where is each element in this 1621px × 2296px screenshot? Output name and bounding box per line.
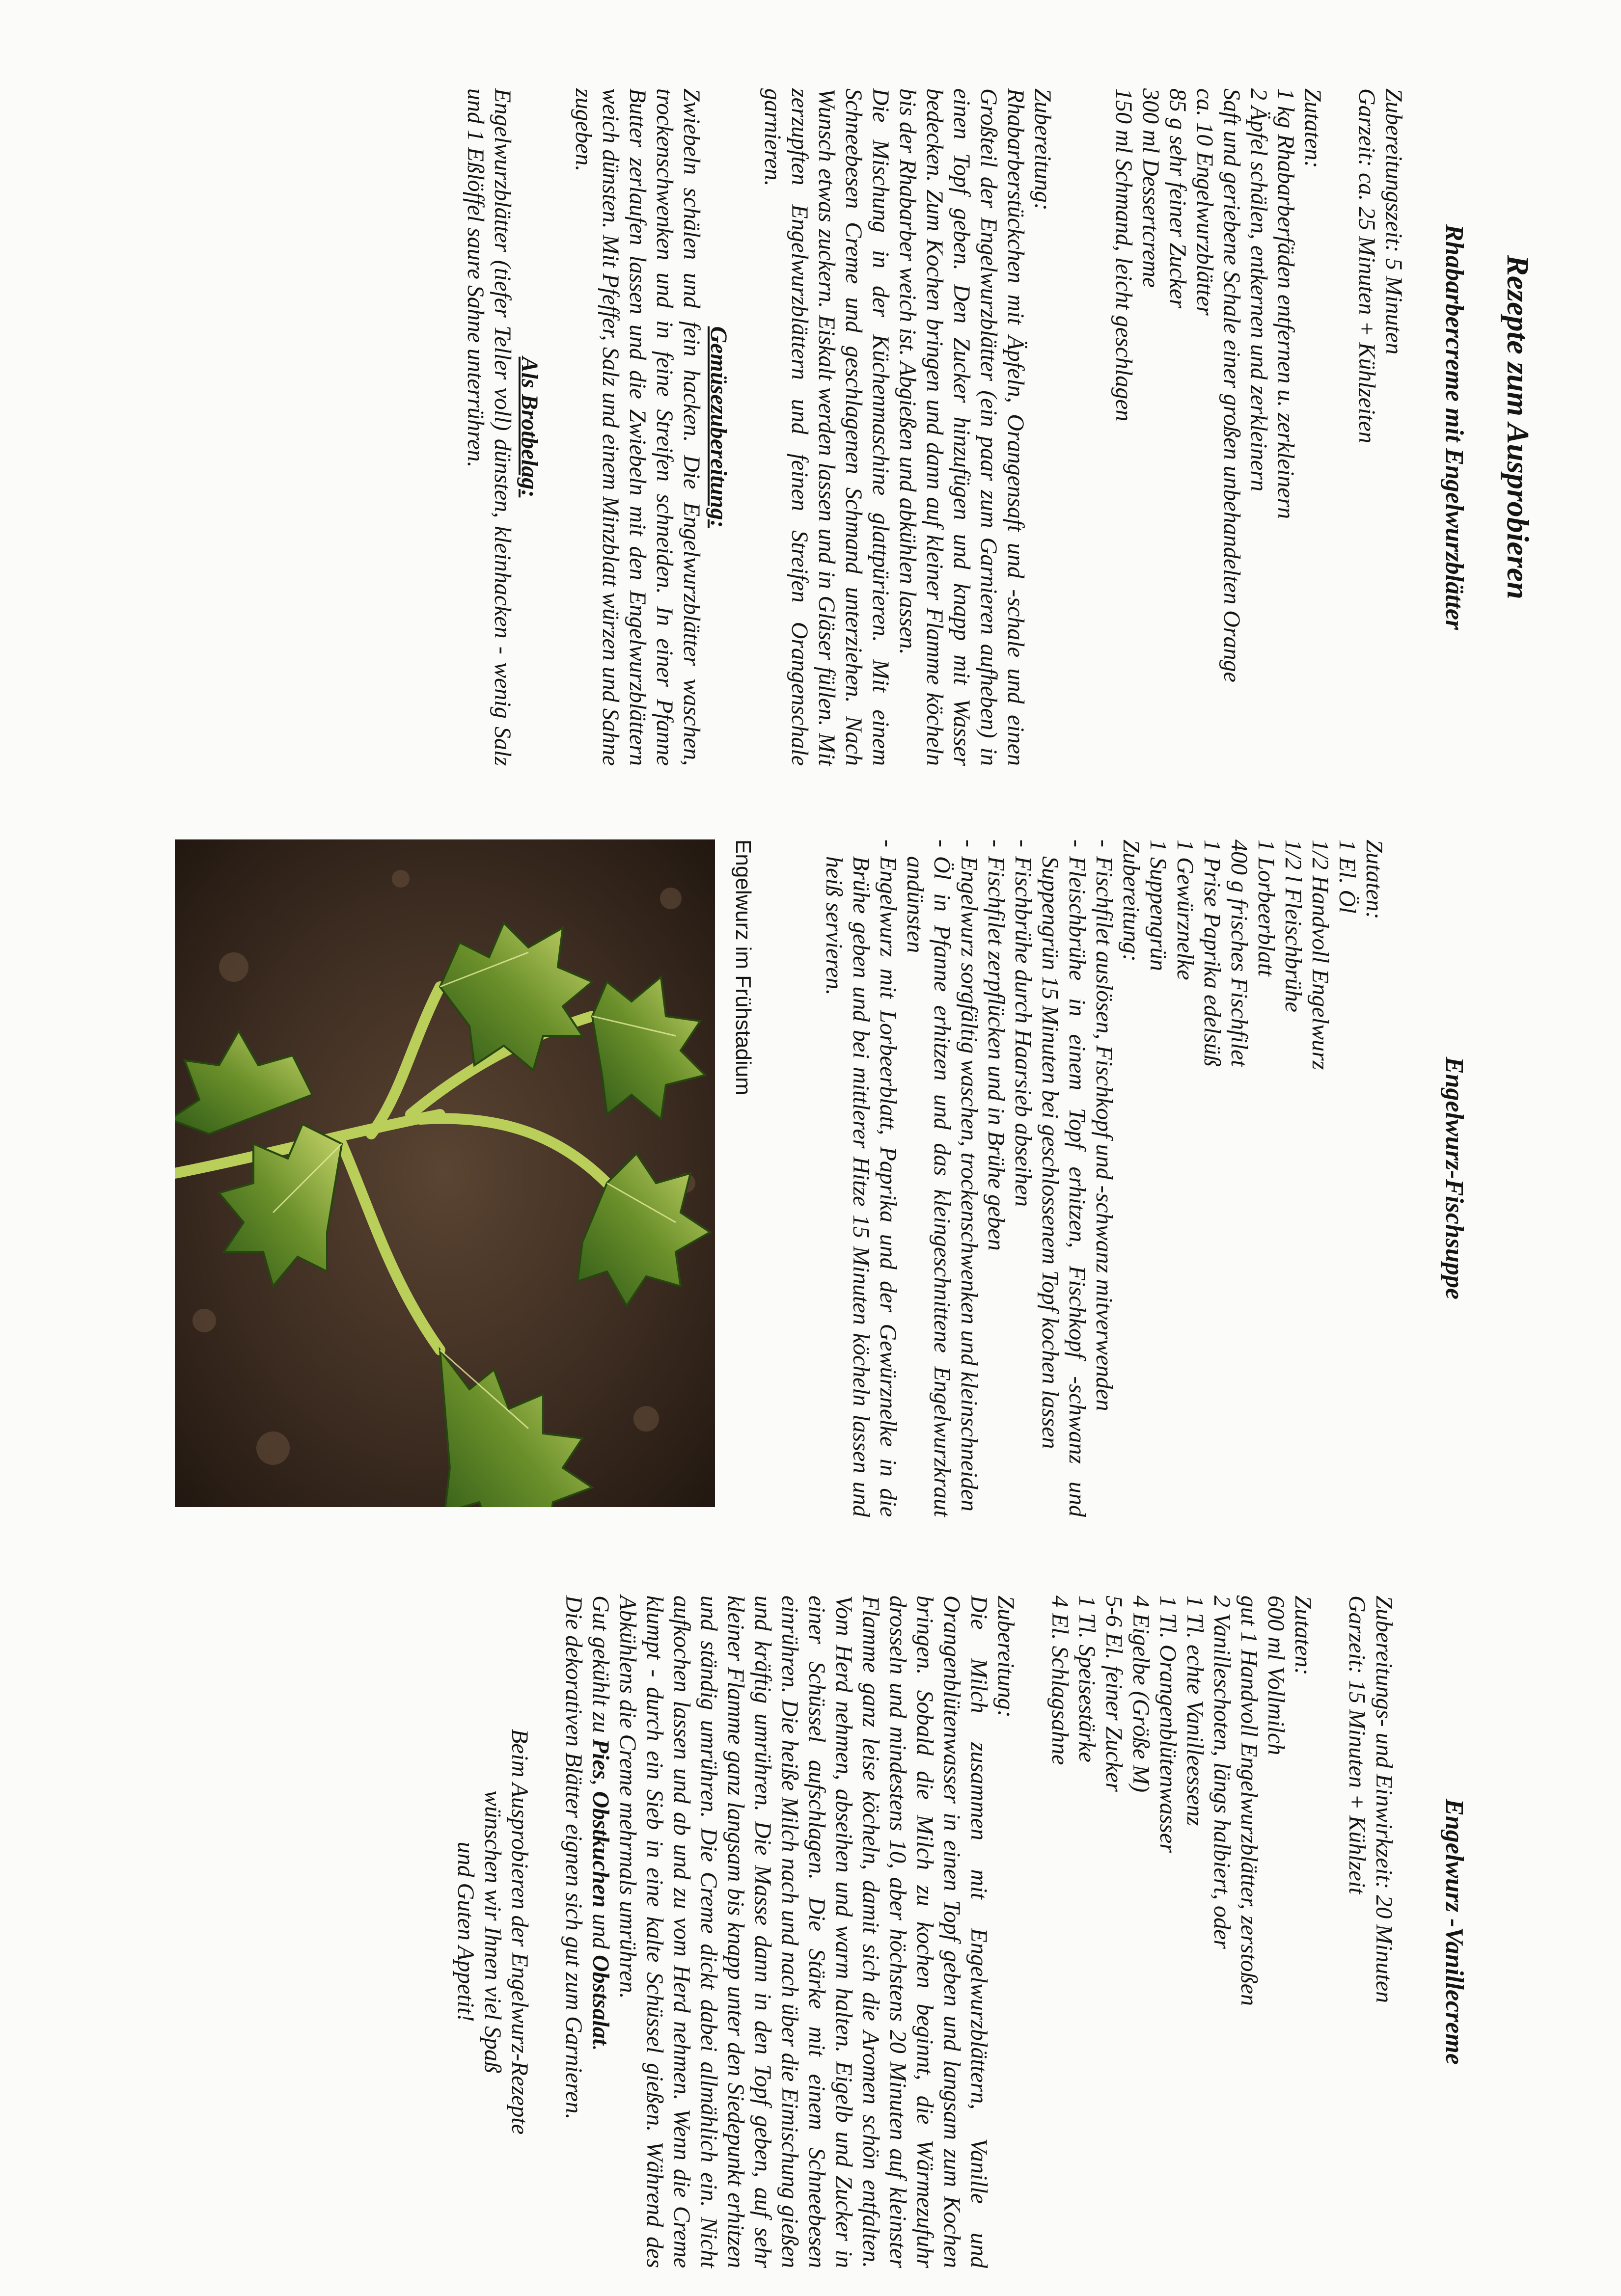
step: - Fischfilet zerpflücken und in Brühe geben: [983, 839, 1010, 1517]
step: - Engelwurz sorgfältig waschen, trockenschwenken und kleinschneiden: [956, 839, 983, 1517]
step: - Engelwurz mit Lorbeerblatt, Paprika und der Gewürznelke in die Brühe geben und bei mittlerer Hitze 15 Minuten köcheln lassen und heiß servieren.: [821, 839, 902, 1517]
prep-time: Zubereitungs- und Einwirkzeit: 20 Minuten: [1371, 1595, 1397, 2003]
ingredient: Saft und geriebene Schale einer großen unbehandelten Orange: [1219, 88, 1245, 682]
ingredient: 1 Suppengrün: [1145, 839, 1171, 971]
ingredient: 1 Tl. Orangenblütenwasser: [1155, 1595, 1181, 1853]
step: - Fleischbrühe in einem Topf erhitzen, Fischkopf -schwanz und Suppengrün 15 Minuten bei geschlossenem Topf kochen lassen: [1037, 839, 1091, 1517]
ingredient: 1 El. Öl: [1334, 839, 1360, 914]
ingredient: 1 Prise Paprika edelsüß: [1199, 839, 1225, 1067]
closing-line: und Guten Appetit!: [453, 1841, 479, 2022]
ingredient: ca. 10 Engelwurzblätter: [1192, 88, 1218, 316]
ingredient: 1 Gewürznelke: [1172, 839, 1198, 980]
serve-obstkuchen: Obstkuchen: [588, 1791, 614, 1908]
ingredient: 4 Eigelbe (Größe M): [1128, 1595, 1154, 1793]
main-title: Rezepte zum Ausprobieren: [1501, 255, 1536, 599]
recipe1-prep-text-1: Rhabarberstückchen mit Äpfeln, Orangensaft und -schale und einen Großteil der Engelwurzblätter (ein paar zum Garnieren aufheben) in einen Topf geben. Den Zucker hinzufügen und knapp mit Wasser bedecken. Zum Kochen bringen und dann auf kleiner Flamme köcheln bis der Rhabarber weich ist. Abgießen und abkühlen lassen.: [895, 88, 1029, 766]
recipe3-title: Engelwurz -Vanillecreme: [1440, 1799, 1468, 2065]
recipe1-times: [1353, 88, 1407, 766]
cook-time: Garzeit: 15 Minuten + Kühlzeit: [1344, 1595, 1370, 1894]
recipe2-title: Engelwurz-Fischsuppe: [1440, 1056, 1468, 1300]
recipe3-prep-label: Zubereitung:: [993, 1595, 1019, 1718]
prep-time: Zubereitungszeit: 5 Minuten: [1381, 88, 1407, 355]
closing-line: Beim Ausprobieren der Engelwurz-Rezepte: [507, 1729, 533, 2135]
ingredient: 2 Äpfel schälen, entkernen und zerkleinern: [1246, 88, 1272, 492]
ingredient: 1/2 Handvoll Engelwurz: [1307, 839, 1333, 1070]
veg-text: Zwiebeln schälen und fein hacken. Die Engelwurzblätter waschen, trockenschwenken und in feine Streifen schneiden. In einer Pfanne Butter zerlaufen lassen und die Zwiebeln mit den Engelwurzblättern weich dünsten. Mit Pfeffer, Salz und einem Minzblatt würzen und Sahne zugeben.: [571, 88, 705, 766]
recipe2-prep-label: Zubereitung:: [1118, 839, 1144, 962]
ingredient: 1 kg Rhabarberfäden entfernen u. zerkleinern: [1273, 88, 1299, 519]
ingredient: 2 Vanilleschoten, längs halbiert, oder: [1209, 1595, 1235, 1949]
step: - Öl in Pfanne erhitzen und das kleingeschnittene Engelwurzkraut andünsten: [902, 839, 956, 1517]
ingredient: 1 Tl. echte Vanilleessenz: [1182, 1595, 1208, 1826]
recipe1-ingredients: [1110, 88, 1299, 766]
ingredient: 400 g frisches Fischfilet: [1226, 839, 1252, 1067]
recipe1-prep-text-2: Die Mischung in der Küchenmaschine glattpürieren. Mit einem Schneebesen Creme und geschlagenen Schmand unterziehen. Nach Wunsch etwas zuckern. Eiskalt werden lassen und in Gläser füllen. Mit zerzupften Engelwurzblättern und feinen Streifen Orangenschale garnieren.: [760, 88, 894, 766]
ingredient: 1 Lorbeerblatt: [1253, 839, 1279, 976]
recipe2-steps: [821, 839, 1118, 1517]
recipe1-prep-label: Zubereitung:: [1030, 88, 1056, 211]
ingredient: 5-6 El. feiner Zucker: [1101, 1595, 1127, 1792]
ingredient: 600 ml Vollmilch: [1263, 1595, 1289, 1756]
ingredient: 85 g sehr feiner Zucker: [1165, 88, 1191, 308]
engelwurz-photo: [175, 839, 715, 1507]
ingredient: 300 ml Dessertcreme: [1138, 88, 1164, 288]
cook-time: Garzeit: ca. 25 Minuten + Kühlzeiten: [1354, 88, 1380, 443]
recipe3-ingredients: [1046, 1595, 1290, 2268]
column-right: [452, 1595, 1538, 2268]
ingredient: 150 ml Schmand, leicht geschlagen: [1111, 88, 1137, 422]
step: - Fischfilet auslösen, Fischkopf und -schwanz mitverwenden: [1091, 839, 1118, 1517]
recipe2-ingredients-label: Zutaten:: [1361, 839, 1387, 919]
ingredient: gut 1 Handvoll Engelwurzblätter, zerstoßen: [1236, 1595, 1262, 2006]
bread-text: Engelwurzblätter (tiefer Teller voll) dünsten, kleinhacken - wenig Salz und 1 Eßlöffel saure Sahne unterrühren.: [463, 88, 516, 766]
ingredient: 4 El. Schlagsahne: [1047, 1595, 1073, 1765]
serving-suggestion: Gut gekühlt zu Pies, Obstkuchen und Obstsalat.: [588, 1595, 614, 2052]
column-left: [462, 88, 1538, 766]
garnish-text: Die dekorativen Blätter eignen sich gut zum Garnieren.: [561, 1595, 587, 2120]
serve-obstsalat: Obstsalat: [588, 1954, 614, 2046]
step: - Fischbrühe durch Haarsieb abseihen: [1010, 839, 1037, 1517]
recipe1-ingredients-label: Zutaten:: [1300, 88, 1326, 168]
serve-pies: Pies: [588, 1738, 614, 1780]
bread-title: Als Brotbelag:: [517, 356, 543, 498]
column-middle: [821, 839, 1538, 1517]
plant-illustration: [175, 839, 715, 1507]
veg-title: Gemüsezubereitung:: [706, 326, 732, 528]
recipe2-ingredients: [1145, 839, 1361, 1517]
recipe3-times: [1344, 1595, 1398, 2268]
closing-line: wünschen wir Ihnen viel Spaß: [480, 1790, 506, 2073]
recipe3-prep-text: Die Milch zusammen mit Engelwurzblättern, Vanille und Orangenblütenwasser in einen Topf geben und langsam zum Kochen bringen. Sobald die Milch zu kochen beginnt, die Wärmezufuhr drosseln und mindestens 10, aber höchstens 20 Minuten auf kleinster Flamme ganz leise köcheln, damit sich die Aromen schön entfalten. Vom Herd nehmen, abseihen und warm halten. Eigelb und Zucker in einer Schüssel aufschlagen. Die Stärke mit einem Schneebesen einrühren. Die heiße Milch nach und nach über die Eimischung gießen und kräftig umrühren. Die Masse dann in den Topf geben, auf sehr kleiner Flamme ganz langsam bis knapp unter den Siedepunkt erhitzen und ständig umrühren. Die Creme dickt dabei allmählich ein. Nicht aufkochen lassen und ab und zu vom Herd nehmen. Wenn die Creme klumpt - durch ein Sieb in eine kalte Schüssel gießen. Während des Abkühlens die Creme mehrmals umrühren.: [615, 1595, 992, 2268]
recipe1-title: Rhabarbercreme mit Engelwurzblätter: [1440, 224, 1468, 630]
photo-caption: Engelwurz im Frühstadium: [731, 839, 755, 1095]
recipe3-ingredients-label: Zutaten:: [1290, 1595, 1316, 1675]
closing-wishes: [452, 1595, 533, 2268]
ingredient: 1/2 l Fleischbrühe: [1280, 839, 1306, 1012]
ingredient: 1 Tl. Speisestärke: [1074, 1595, 1100, 1762]
